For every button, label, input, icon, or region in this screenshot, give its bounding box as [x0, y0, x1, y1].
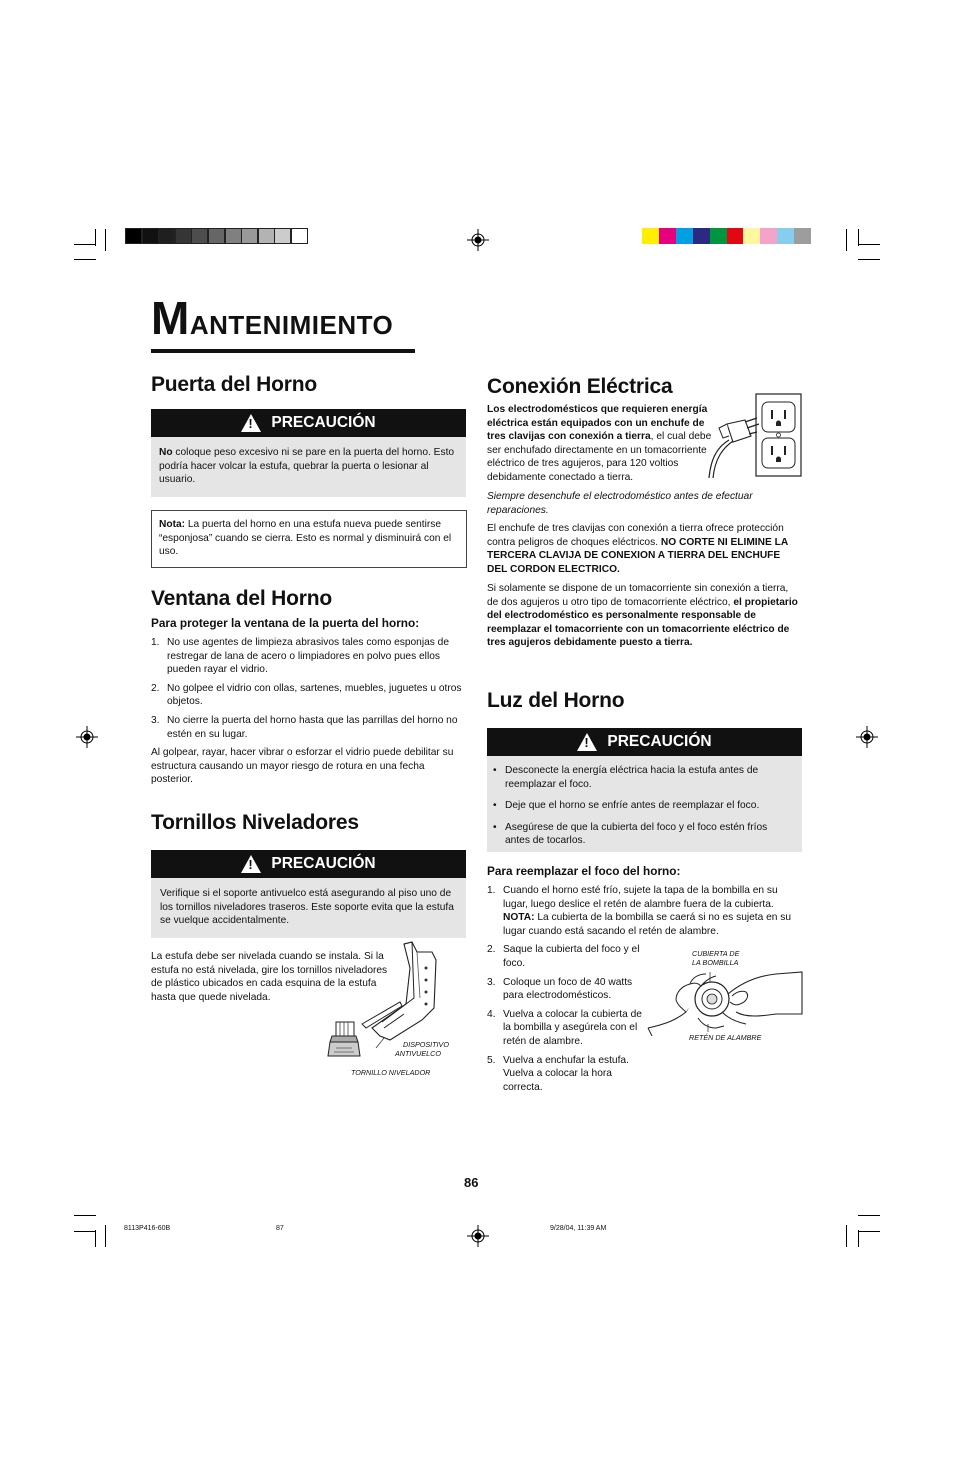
grayscale-swatch — [258, 228, 275, 244]
list-number: 3. — [151, 714, 160, 726]
caution-bullet-item: • Deje que el horno se enfríe antes de reemplazar el foco. — [487, 799, 794, 813]
color-swatch — [676, 228, 693, 244]
section-heading-puerta: Puerta del Horno — [151, 373, 317, 396]
grayscale-swatch — [125, 228, 142, 244]
ventana-closing: Al golpear, rayar, hacer vibrar o esforzar el vidrio puede debilitar su estructura causando un mayor riesgo de rotura en una fecha posterior. — [151, 747, 454, 786]
ventana-subheading: Para proteger la ventana de la puerta del horno: — [151, 616, 420, 630]
list-number: 2. — [151, 682, 160, 694]
list-number: 3. — [487, 976, 496, 988]
color-swatch — [760, 228, 777, 244]
outlet-plug-illustration — [705, 390, 803, 482]
caution-text: No coloque peso excesivo ni se pare en la puerta del horno. Esto podría hacer volcar la estufa, quebrar la puerta o lesionar al usuario. — [151, 437, 466, 497]
caution-bullet-item: • Asegúrese de que la cubierta del foco y el foco estén fríos antes de tocarlos. — [487, 821, 794, 848]
list-text: Vuelva a colocar la cubierta de la bombilla y asegúrela con el retén de alambre. — [503, 1008, 642, 1047]
grayscale-swatch — [191, 228, 208, 244]
luz-step — [487, 1008, 647, 1049]
list-text: Saque la cubierta del foco y el foco. — [503, 944, 640, 969]
conexion-p2: Siempre desenchufe el electrodoméstico antes de efectuar reparaciones. — [487, 491, 753, 516]
title-rest: ANTENIMIENTO — [189, 310, 394, 340]
caution-box-puerta — [151, 409, 466, 497]
registration-mark-left — [76, 726, 98, 748]
warning-icon: ! — [241, 414, 261, 432]
luz-step — [487, 943, 647, 970]
color-swatch — [794, 228, 811, 244]
caution-bullet-item: • Desconecte la energía eléctrica hacia la estufa antes de reemplazar el foco. — [487, 764, 794, 791]
luz-subheading: Para reemplazar el foco del horno: — [487, 864, 681, 878]
color-swatch — [777, 228, 794, 244]
ventana-list — [151, 636, 466, 741]
color-swatch — [743, 228, 760, 244]
caution-label: PRECAUCIÓN — [607, 733, 712, 750]
registration-mark-top — [467, 229, 489, 251]
conexion-p4: Si solamente se dispone de un tomacorriente sin conexión a tierra, de dos agujeros u otro tipo de tomacorriente eléctrico, el propietario del electrodoméstico es personalmente responsable de reemplazar el tomacorriente con un tomacorriente eléctrico de tres agujeros debidamente puesto a tierra. — [487, 583, 798, 649]
grayscale-swatch — [208, 228, 225, 244]
list-text: Coloque un foco de 40 watts para electrodomésticos. — [503, 976, 633, 1002]
grayscale-swatch — [291, 228, 308, 244]
nota-box: Nota: La puerta del horno en una estufa nueva puede sentirse “esponjosa” cuando se cierra. Esto es normal y disminuirá con el uso. — [151, 510, 467, 568]
caution-bar — [151, 850, 466, 878]
grayscale-swatch — [241, 228, 258, 244]
registration-mark-bottom — [467, 1225, 489, 1247]
list-text: No cierre la puerta del horno hasta que las parrillas del horno no estén en su lugar. — [167, 714, 458, 740]
section-heading-luz: Luz del Horno — [487, 689, 625, 712]
caution-box-luz — [487, 728, 802, 852]
ventana-list-item — [151, 682, 466, 709]
luz-step — [487, 1054, 647, 1095]
list-number: 2. — [487, 944, 496, 956]
title-initial: M — [151, 292, 190, 344]
caution-text: Verifique si el soporte antivuelco está asegurando al piso uno de los tornillos niveladores traseros. Este soporte evita que la estufa se vuelque accidentalmente. — [151, 878, 466, 938]
grayscale-swatch — [142, 228, 159, 244]
ventana-content — [151, 616, 466, 787]
footer-sheet: 87 — [276, 1225, 284, 1232]
caution-bar — [487, 728, 802, 756]
list-text: No use agentes de limpieza abrasivos tales como esponjas de restregar de lana de acero o limpiadores en polvo pues ellos pueden rayar el vidrio. — [167, 637, 450, 676]
label-cubierta: CUBIERTA DE LA BOMBILLA — [692, 949, 740, 967]
page-number: 86 — [464, 1175, 479, 1190]
grayscale-swatch — [175, 228, 192, 244]
color-swatch — [710, 228, 727, 244]
ventana-list-item — [151, 636, 466, 677]
section-heading-tornillos: Tornillos Niveladores — [151, 811, 359, 834]
section-heading-ventana: Ventana del Horno — [151, 587, 332, 610]
warning-icon: ! — [577, 733, 597, 751]
caution-label: PRECAUCIÓN — [271, 414, 376, 431]
ventana-list-item — [151, 714, 466, 741]
list-text: Vuelva a enchufar la estufa. Vuelva a colocar la hora correcta. — [503, 1054, 629, 1093]
label-reten: RETÉN DE ALAMBRE — [689, 1033, 762, 1042]
bulb-replacement-illustration — [646, 966, 804, 1036]
list-number: 1. — [151, 637, 160, 648]
section-heading-conexion: Conexión Eléctrica — [487, 375, 673, 398]
page-title — [151, 292, 415, 353]
luz-step-1: 1. Cuando el horno esté frío, sujete la tapa de la bombilla en su lugar, luego deslice el retén de alambre fuera de la cubierta. NOTA: La cubierta de la bombilla se caerá si no es sujeta en su lugar cuando está sacando el retén de alambre. — [487, 885, 792, 937]
registration-mark-right — [856, 726, 878, 748]
footer-code: 8113P416-60B — [124, 1225, 171, 1232]
color-swatch — [727, 228, 744, 244]
color-swatch — [659, 228, 676, 244]
caution-bullets — [487, 756, 802, 852]
tornillos-body: La estufa debe ser nivelada cuando se instala. Si la estufa no está nivelada, gire los tornillos niveladores de plástico ubicados en cada esquina de la estufa hasta que quede nivelada. — [151, 951, 388, 1003]
footer-date: 9/28/04, 11:39 AM — [550, 1225, 607, 1232]
list-text: No golpee el vidrio con ollas, sartenes, muebles, juguetes u otros objetos. — [167, 682, 462, 708]
color-swatch — [693, 228, 710, 244]
conexion-p1: Los electrodomésticos que requieren energía eléctrica están equipados con un enchufe de tres clavijas con conexión a tierra, el cual debe ser enchufado directamente en un tomacorriente eléctrico de tres agujeros, para 120 voltios debidamente conectado a tierra. — [487, 404, 712, 483]
luz-step — [487, 976, 647, 1003]
caution-box-tornillos — [151, 850, 466, 938]
title-text — [151, 292, 415, 347]
list-number: 5. — [487, 1054, 496, 1066]
grayscale-swatch — [225, 228, 242, 244]
label-tornillo-nivelador: TORNILLO NIVELADOR — [351, 1068, 431, 1077]
conexion-p3: El enchufe de tres clavijas con conexión a tierra ofrece protección contra peligros de choques eléctricos. NO CORTE NI ELIMINE LA TERCERA CLAVIJA DE CONEXION A TIERRA DEL ENCHUFE DEL CORDON ELECTRICO. — [487, 523, 788, 575]
caution-bar — [151, 409, 466, 437]
list-number: 4. — [487, 1008, 496, 1020]
label-dispositivo: DISPOSITIVO ANTIVUELCO — [395, 1040, 449, 1058]
warning-icon: ! — [241, 855, 261, 873]
color-swatch — [642, 228, 659, 244]
caution-label: PRECAUCIÓN — [271, 855, 376, 872]
grayscale-swatch — [158, 228, 175, 244]
grayscale-swatch — [274, 228, 291, 244]
